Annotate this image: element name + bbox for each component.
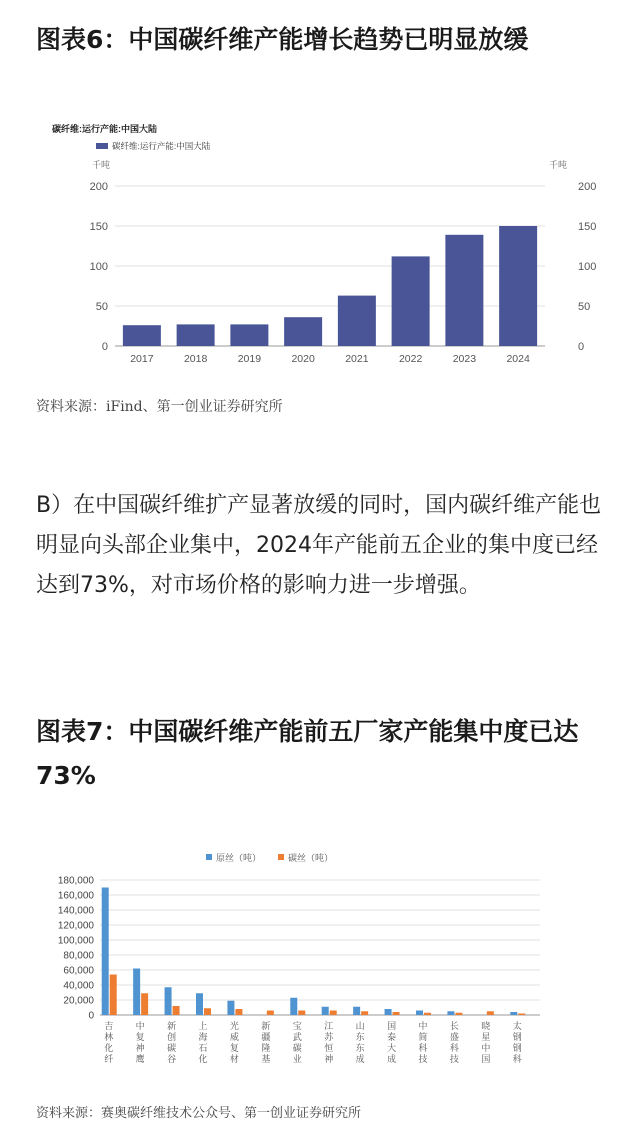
x-tick-label: 2017 [130,353,154,365]
y-tick-label-right: 100 [578,261,597,273]
bar-precursor [165,987,172,1015]
y-tick-label: 180,000 [57,875,94,887]
bar-carbon [361,1011,368,1015]
x-tick-label: 2022 [398,353,423,365]
legend-label-precursor: 原丝（吨） [216,853,262,863]
y-axis-unit-right: 千吨 [549,160,568,170]
x-tick-label: 中复神鹰 [135,1021,145,1064]
y-tick-label-left: 150 [89,221,108,233]
legend-swatch [96,143,108,149]
bar [123,325,161,346]
y-tick-label-left: 50 [95,301,108,313]
y-tick-label-right: 200 [578,181,597,193]
legend-label: 碳纤维:运行产能:中国大陆 [112,141,211,151]
bar-precursor [322,1007,329,1015]
bar-precursor [196,993,203,1015]
y-tick-label-left: 200 [89,181,108,193]
bar-carbon [173,1006,180,1015]
x-tick-label: 山东东成 [355,1021,365,1064]
y-tick-label: 100,000 [57,935,94,947]
bar-carbon [141,993,148,1015]
bar [177,324,215,346]
y-tick-label: 20,000 [63,995,94,1007]
bar-carbon [487,1011,494,1015]
y-tick-label-right: 0 [578,341,585,353]
bar-carbon [455,1013,462,1015]
y-tick-label: 160,000 [57,890,94,902]
chart-title: 碳纤维:运行产能:中国大陆 [52,124,157,134]
legend-swatch-carbon [278,854,284,860]
bar-carbon [393,1012,400,1015]
bar-carbon [267,1011,274,1016]
y-tick-label: 140,000 [57,905,94,917]
x-tick-label: 2021 [345,353,369,365]
bar [445,235,483,346]
bar-carbon [298,1011,305,1016]
x-tick-label: 上海石化 [198,1021,208,1064]
chart7-source: 资料来源：赛奥碳纤维技术公众号、第一创业证券研究所 [36,1106,362,1121]
x-tick-label: 光威复材 [229,1021,239,1064]
bar-carbon [518,1014,525,1016]
chart7-heading: 图表7：中国碳纤维产能前五厂家产能集中度已达73% [36,717,579,790]
x-tick-label: 吉林化纤 [104,1021,114,1064]
y-tick-label-right: 150 [578,221,597,233]
capacity-bar-chart [0,100,640,370]
y-tick-label: 0 [88,1010,94,1022]
y-tick-label: 40,000 [63,980,94,992]
legend-label-carbon: 碳丝（吨） [288,853,334,863]
x-tick-label: 晓星中国 [481,1021,491,1064]
y-tick-label-right: 50 [578,301,591,313]
y-tick-label: 80,000 [63,950,94,962]
bar [392,256,430,346]
bar-precursor [353,1007,360,1015]
bar [338,296,376,346]
bar-precursor [447,1011,454,1015]
chart6-heading: 图表6：中国碳纤维产能增长趋势已明显放缓 [36,25,529,54]
bar [499,226,537,346]
bar-carbon [110,975,117,1016]
x-tick-label: 2023 [452,353,477,365]
bar-precursor [102,888,109,1016]
x-tick-label: 新疆隆基 [261,1021,271,1064]
body-paragraph: B）在中国碳纤维扩产显著放缓的同时，国内碳纤维产能也明显向头部企业集中，2024年产能前五企业的集中度已经达到73%，对市场价格的影响力进一步增强。 [36,493,602,598]
x-tick-label: 中简科技 [418,1021,428,1064]
bar-precursor [133,969,140,1016]
x-tick-label: 2020 [291,353,315,365]
x-tick-label: 宝武碳业 [292,1021,302,1064]
y-tick-label-left: 100 [89,261,108,273]
bar-carbon [330,1011,337,1016]
chart6-source: 资料来源：iFind、第一创业证券研究所 [36,399,283,415]
x-tick-label: 太钢钢科 [512,1021,522,1064]
bar-carbon [424,1013,431,1015]
bar-precursor [227,1001,234,1015]
y-tick-label: 120,000 [57,920,94,932]
x-tick-label: 长盛科技 [449,1021,459,1064]
bar-precursor [385,1009,392,1015]
x-tick-label: 新创碳谷 [167,1021,177,1064]
bar [284,317,322,346]
x-tick-label: 2024 [506,353,530,365]
y-tick-label: 60,000 [63,965,94,977]
company-capacity-chart [0,840,640,1090]
bar [230,324,268,346]
x-tick-label: 2019 [237,353,262,365]
bar-precursor [510,1012,517,1015]
y-tick-label-left: 0 [101,341,108,353]
legend-swatch-precursor [206,854,212,860]
x-tick-label: 国泰大成 [387,1021,397,1064]
bar-precursor [416,1011,423,1016]
bar-carbon [204,1008,211,1015]
x-tick-label: 江苏恒神 [324,1021,334,1064]
bar-carbon [235,1009,242,1015]
y-axis-unit-left: 千吨 [92,160,111,170]
bar-precursor [290,998,297,1015]
x-tick-label: 2018 [183,353,208,365]
